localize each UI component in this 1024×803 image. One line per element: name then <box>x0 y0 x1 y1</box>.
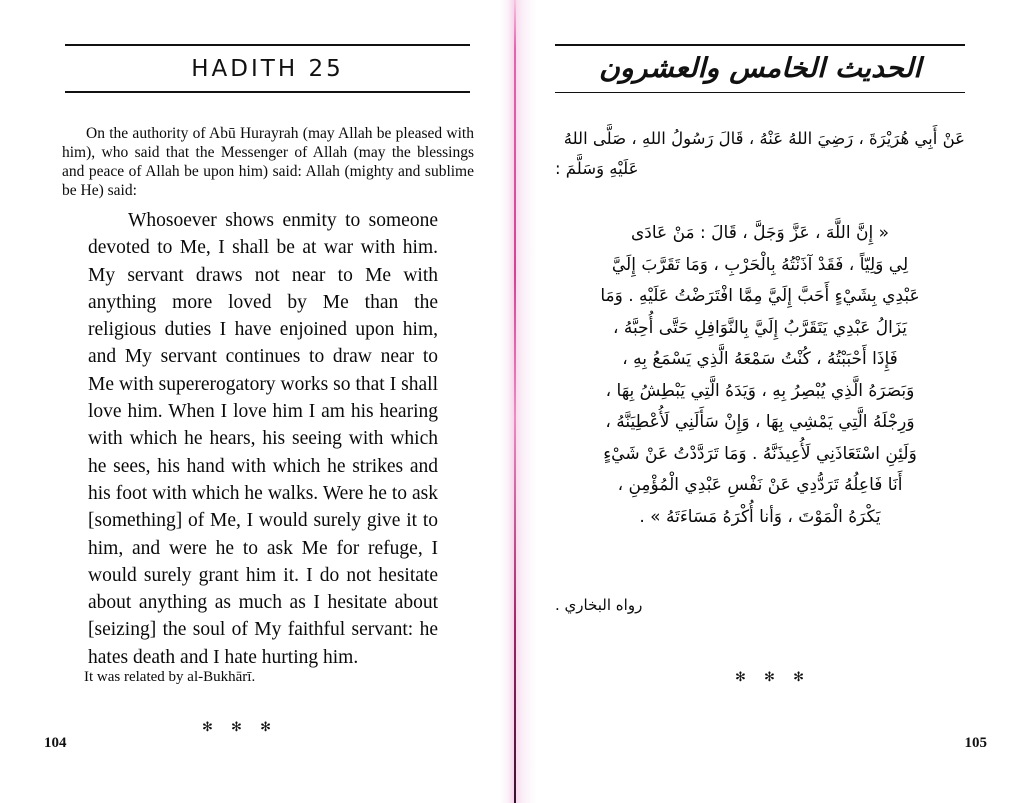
isnad-line-2: عَلَيْهِ وَسَلَّمَ : <box>555 159 639 178</box>
page-number-left-value: 104 <box>44 735 67 748</box>
hadith-attribution-arabic: رواه البخاري . <box>555 596 643 614</box>
gutter-glow <box>508 0 522 803</box>
arabic-line: أَنَا فَاعِلُهُ تَرَدُّدِي عَنْ نَفْسِ عَبْدِي الْمُؤْمِنِ ، <box>617 475 903 495</box>
header-rule-bottom <box>65 91 470 93</box>
section-ornament-arabic: ✻ ✻ ✻ <box>735 670 811 685</box>
arabic-line: لِي وَلِيّاً ، فَقَدْ آذَنْتُهُ بِالْحَرْبِ ، وَمَا تَقَرَّبَ إِلَيَّ <box>611 254 909 275</box>
section-ornament: ✻ ✻ ✻ <box>202 720 278 735</box>
gutter-scan-line <box>514 0 516 803</box>
hadith-narration-intro: On the authority of Abū Hurayrah (may Allah be pleased with him), who said that the Messenger of Allah (may the blessings and peace of Allah be upon him) said: Allah (mighty and sublime be He) said: <box>62 125 474 199</box>
arabic-line: يَكْرَهُ الْمَوْتَ ، وَأنا أُكْرَهُ مَسَاءَتَهُ » . <box>639 506 881 527</box>
arabic-line: فَإِذَا أَحْبَبْتُهُ ، كُنْتُ سَمْعَهُ الَّذِي يَسْمَعُ بِهِ ، <box>622 349 898 369</box>
arabic-line: وَلَئِنِ اسْتَعَاذَنِي لَأُعِيذَنَّهُ . وَمَا تَرَدَّدْتُ عَنْ شَيْءٍ <box>603 443 917 464</box>
arabic-line: عَبْدِي بِشَيْءٍ أَحَبَّ إِلَيَّ مِمَّا افْتَرَضْتُ عَلَيْهِ . وَمَا <box>600 286 920 306</box>
page-number-right <box>965 735 988 752</box>
right-page <box>524 0 1024 803</box>
arabic-line: « إِنَّ اللَّهَ ، عَزَّ وَجَلَّ ، قَالَ : مَنْ عَادَى <box>630 223 889 243</box>
hadith-attribution: It was related by al-Bukhārī. <box>84 669 256 685</box>
arabic-line: يَزَالُ عَبْدِي يَتَقَرَّبُ إِلَيَّ بِالنَّوَافِلِ حَتَّى أُحِبَّهُ ، <box>613 317 907 338</box>
isnad-line-1: عَنْ أَبِي هُرَيْرَةَ ، رَضِيَ اللهُ عَنْهُ ، قَالَ رَسُولُ اللهِ ، صَلَّى اللهُ <box>563 129 965 148</box>
left-page <box>0 0 500 803</box>
page-number-left <box>44 735 67 748</box>
header-rule-bottom-ar <box>555 92 965 94</box>
hadith-isnad-arabic <box>555 124 965 184</box>
hadith-quote-text: Whosoever shows enmity to someone devoted to Me, I shall be at war with him. My servant draws not near to Me with anything more loved by Me than the religious duties I have enjoined upon him, and My servant continues to draw near to Me with supererogatory works so that I shall love him. When I love him I am his hearing with which he hears, his seeing with which he sees, his hand with which he strikes and his foot with which he walks. Were he to ask [something] of Me, I would surely give it to him, and were he to ask Me for refuge, I would surely grant him it. I do not hesitate about anything as much as I hesitate about [seizing] the soul of My faithful servant: he hates death and I hate hurting him. <box>88 210 438 668</box>
page-title-arabic: الحديث الخامس والعشرون <box>598 53 922 84</box>
arabic-line: وَبَصَرَهُ الَّذِي يُبْصِرُ بِهِ ، وَيَدَهُ الَّتِي يَبْطِشُ بِهَا ، <box>605 380 915 401</box>
page-number-right-value: 105 <box>964 735 987 751</box>
hadith-text-arabic <box>555 218 965 533</box>
arabic-line: وَرِجْلَهُ الَّتِي يَمْشِي بِهَا ، وَإِنْ سَأَلَنِي لَأُعْطِيَنَّهُ ، <box>605 412 915 432</box>
right-page-header <box>555 44 965 93</box>
left-page-header <box>65 44 470 93</box>
page-title: HADITH 25 <box>191 56 344 82</box>
